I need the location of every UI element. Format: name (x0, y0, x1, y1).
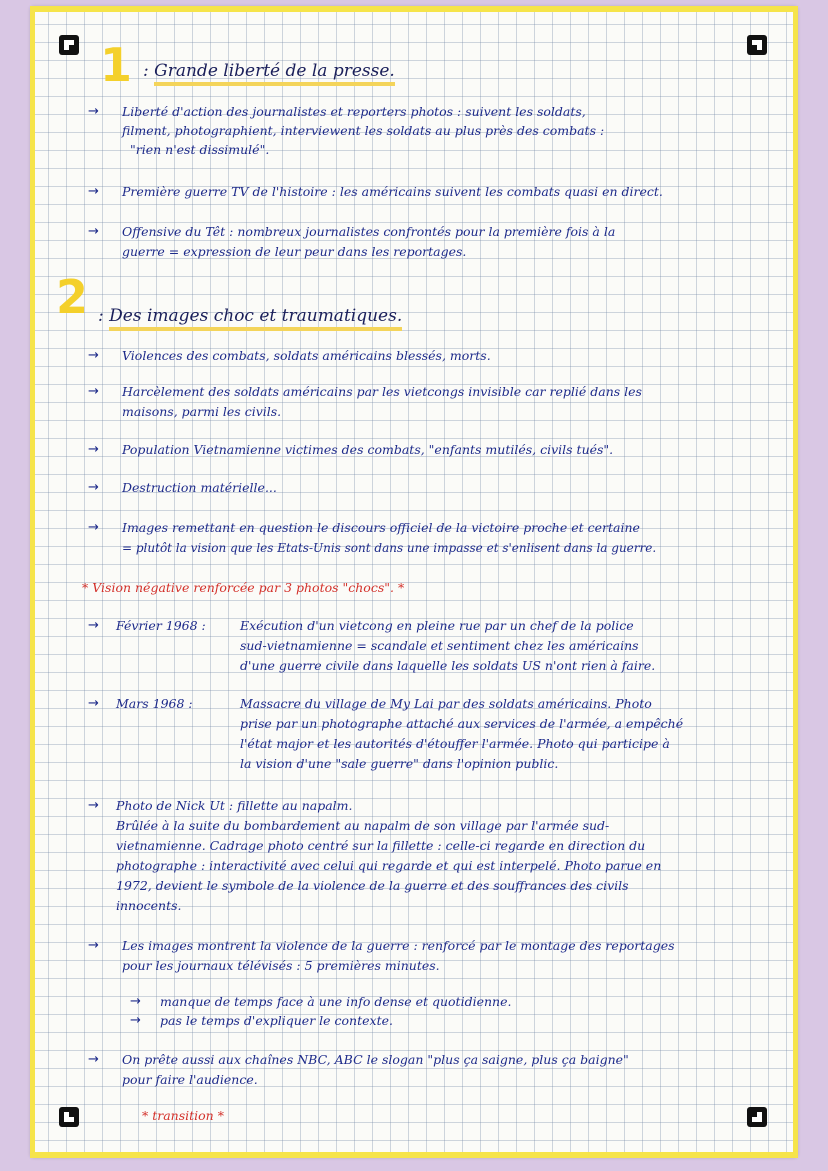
bullet-line: Liberté d'action des journalistes et reporters photos : suivent les soldats, (122, 104, 586, 119)
sub-bullet: manque de temps face à une info dense et quotidienne. (160, 994, 512, 1009)
bullet-line: Images remettant en question le discours officiel de la victoire proche et certaine (122, 520, 640, 535)
transition-note: * transition * (142, 1108, 224, 1123)
bullet-line: guerre = expression de leur peur dans les reportages. (122, 244, 467, 259)
scan-marker-top-left-icon (58, 34, 80, 56)
notebook-page (30, 6, 798, 1158)
yellow-bottom-edge (30, 1152, 798, 1158)
photo-line: vietnamienne. Cadrage photo centré sur la fillette : celle-ci regarde en direction du (116, 838, 646, 853)
photo-label: Février 1968 : (116, 618, 206, 633)
bullet-line: "rien n'est dissimulé". (130, 142, 270, 157)
section-title-text: Des images choc et traumatiques. (109, 306, 402, 331)
red-note: * Vision négative renforcée par 3 photos "chocs". * (82, 580, 405, 595)
photo-line: Massacre du village de My Lai par des soldats américains. Photo (240, 696, 652, 711)
photo-line: Exécution d'un vietcong en pleine rue par un chef de la police (240, 618, 634, 633)
sub-bullet: pas le temps d'expliquer le contexte. (160, 1013, 393, 1028)
photo-line: l'état major et les autorités d'étouffer l'armée. Photo qui participe à (240, 736, 670, 751)
bullet-arrow-icon: → (88, 348, 99, 363)
sub-bullet-arrow-icon: → (130, 994, 141, 1009)
photo-label: Mars 1968 : (116, 696, 193, 711)
bullet-line: maisons, parmi les civils. (122, 404, 282, 419)
photo-line: Brûlée à la suite du bombardement au napalm de son village par l'armée sud- (116, 818, 610, 833)
photo-line: la vision d'une "sale guerre" dans l'opinion public. (240, 756, 559, 771)
bullet-line: Population Vietnamienne victimes des combats, "enfants mutilés, civils tués". (122, 442, 614, 457)
bullet-line: Violences des combats, soldats américains blessés, morts. (122, 348, 491, 363)
bullet-line: pour les journaux télévisés : 5 premières minutes. (122, 958, 440, 973)
bullet-line: Offensive du Têt : nombreux journalistes confrontés pour la première fois à la (122, 224, 616, 239)
bullet-line: Première guerre TV de l'histoire : les américains suivent les combats quasi en direct. (122, 184, 663, 199)
bullet-arrow-icon: → (88, 384, 99, 399)
bullet-line: Destruction matérielle... (122, 480, 277, 495)
bullet-line: Les images montrent la violence de la guerre : renforcé par le montage des reportages (122, 938, 675, 953)
bullet-line: pour faire l'audience. (122, 1072, 258, 1087)
bullet-arrow-icon: → (88, 618, 99, 633)
bullet-arrow-icon: → (88, 480, 99, 495)
bullet-arrow-icon: → (88, 184, 99, 199)
photo-line: photographe : interactivité avec celui qui regarde et qui est interpelé. Photo parue en (116, 858, 662, 873)
bullet-arrow-icon: → (88, 520, 99, 535)
bullet-arrow-icon: → (88, 104, 99, 119)
bullet-arrow-icon: → (88, 696, 99, 711)
photo-line: 1972, devient le symbole de la violence de la guerre et des souffrances des civils (116, 878, 629, 893)
bullet-arrow-icon: → (88, 938, 99, 953)
section-number: 1 (100, 38, 133, 92)
photo-label: Photo de Nick Ut : fillette au napalm. (116, 798, 353, 813)
photo-line: d'une guerre civile dans laquelle les soldats US n'ont rien à faire. (240, 658, 656, 673)
photo-line: innocents. (116, 898, 182, 913)
photo-line: sud-vietnamienne = scandale et sentiment chez les américains (240, 638, 639, 653)
section-title-text: Grande liberté de la presse. (154, 61, 395, 86)
bullet-arrow-icon: → (88, 224, 99, 239)
section-title: : Grande liberté de la presse. (143, 61, 395, 81)
bullet-line: Harcèlement des soldats américains par les vietcongs invisible car replié dans les (122, 384, 642, 399)
scan-marker-bottom-left-icon (58, 1106, 80, 1128)
section-number: 2 (56, 270, 89, 324)
bullet-arrow-icon: → (88, 798, 99, 813)
sub-bullet-arrow-icon: → (130, 1013, 141, 1028)
bullet-line: = plutôt la vision que les Etats-Unis sont dans une impasse et s'enlisent dans la guerre. (122, 541, 657, 555)
scan-marker-bottom-right-icon (746, 1106, 768, 1128)
bullet-line: filment, photographient, interviewent les soldats au plus près des combats : (122, 123, 605, 138)
bullet-arrow-icon: → (88, 442, 99, 457)
yellow-left-edge (30, 6, 35, 1158)
bullet-arrow-icon: → (88, 1052, 99, 1067)
bullet-line: On prête aussi aux chaînes NBC, ABC le slogan "plus ça saigne, plus ça baigne" (122, 1052, 629, 1067)
photo-line: prise par un photographe attaché aux services de l'armée, a empêché (240, 716, 684, 731)
section-title: : Des images choc et traumatiques. (98, 306, 402, 326)
yellow-top-edge (30, 6, 798, 12)
yellow-right-edge (793, 6, 798, 1158)
scan-marker-top-right-icon (746, 34, 768, 56)
